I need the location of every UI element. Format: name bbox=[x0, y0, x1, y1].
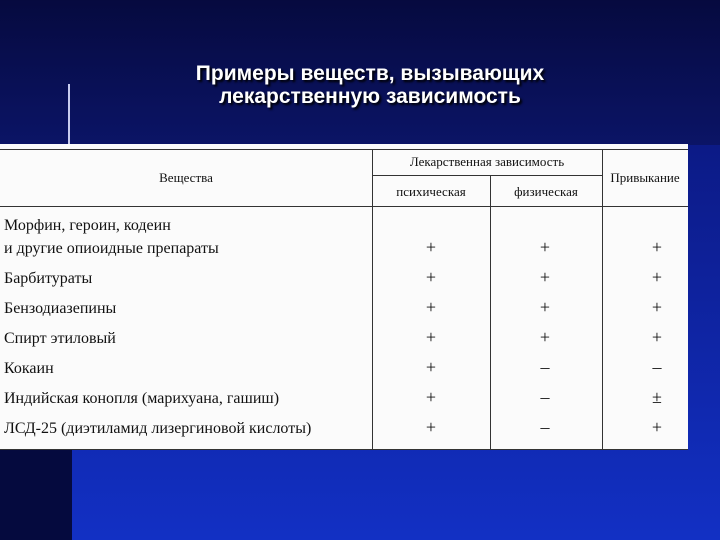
psychic-mark: + bbox=[425, 237, 437, 257]
substance-name: Кокаин bbox=[4, 360, 54, 377]
table-top-border bbox=[0, 149, 688, 150]
slide-title-line-1: Примеры веществ, вызывающих bbox=[195, 62, 545, 85]
header-split-line bbox=[372, 175, 602, 176]
substance-name: Бензодиазепины bbox=[4, 300, 117, 317]
substance-name: Индийская конопля (марихуана, гашиш) bbox=[4, 390, 280, 407]
tolerance-mark: + bbox=[651, 297, 663, 317]
substance-name: Барбитураты bbox=[4, 270, 93, 287]
physical-mark: – bbox=[540, 417, 550, 437]
substance-name: и другие опиоидные препараты bbox=[4, 240, 219, 257]
tolerance-mark: ± bbox=[652, 387, 662, 407]
header-tolerance: Привыкание bbox=[610, 170, 680, 185]
psychic-mark: + bbox=[425, 387, 437, 407]
slide-title bbox=[100, 62, 640, 108]
column-divider-3 bbox=[602, 149, 603, 449]
slide-title-line-2: лекарственную зависимость bbox=[219, 85, 521, 108]
tolerance-mark: + bbox=[651, 417, 663, 437]
header-physical: физическая bbox=[514, 184, 578, 199]
tolerance-mark: + bbox=[651, 267, 663, 287]
physical-mark: + bbox=[539, 327, 551, 347]
substance-name: Спирт этиловый bbox=[4, 330, 116, 347]
header-bottom-border bbox=[0, 206, 688, 207]
physical-mark: – bbox=[540, 387, 550, 407]
column-divider-2 bbox=[490, 175, 491, 449]
header-drug-dependence: Лекарственная зависимость bbox=[409, 154, 565, 169]
table-bottom-border bbox=[0, 449, 688, 450]
physical-mark: – bbox=[540, 357, 550, 377]
decorative-vertical-line bbox=[68, 84, 70, 144]
psychic-mark: + bbox=[425, 267, 437, 287]
substance-name-line-1: Морфин, героин, кодеин bbox=[4, 217, 171, 234]
tolerance-mark: + bbox=[651, 327, 663, 347]
psychic-mark: + bbox=[425, 297, 437, 317]
header-psychic: психическая bbox=[396, 184, 466, 199]
physical-mark: + bbox=[539, 237, 551, 257]
psychic-mark: + bbox=[425, 357, 437, 377]
physical-mark: + bbox=[539, 297, 551, 317]
tolerance-mark: + bbox=[651, 237, 663, 257]
substances-table bbox=[0, 144, 688, 450]
substance-name: ЛСД-25 (диэтиламид лизергиновой кислоты) bbox=[4, 420, 312, 437]
psychic-mark: + bbox=[425, 417, 437, 437]
psychic-mark: + bbox=[425, 327, 437, 347]
tolerance-mark: – bbox=[652, 357, 662, 377]
physical-mark: + bbox=[539, 267, 551, 287]
header-substances: Вещества bbox=[159, 170, 213, 185]
